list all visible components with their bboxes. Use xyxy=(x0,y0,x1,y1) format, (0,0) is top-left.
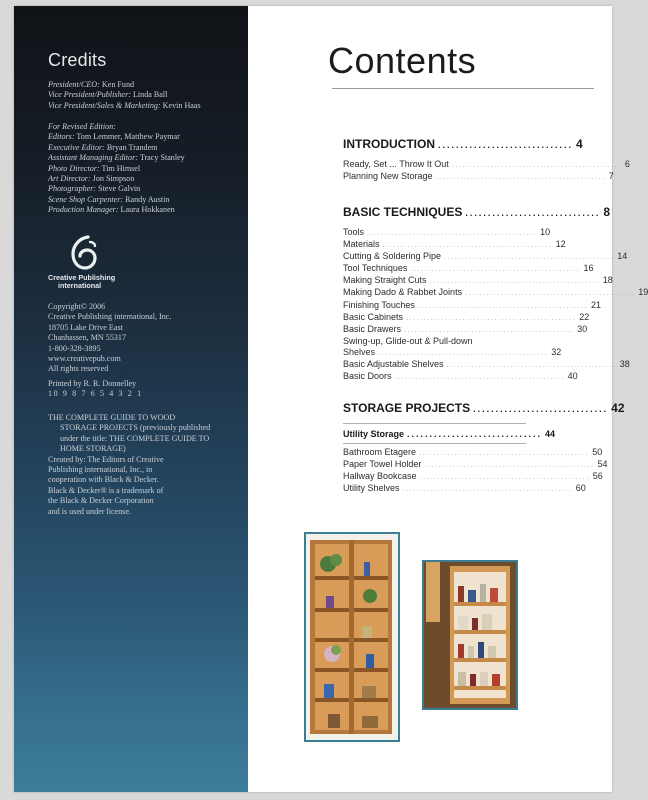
notice-block: THE COMPLETE GUIDE TO WOOD STORAGE PROJECTS (previously published under the title: THE COMPLETE GUIDE TO HOME STORAGE) Created by: The Editors of Creative Publishing international, Inc., in cooperation with Black & Decker. Black & Decker® is a trademark of the Black & Decker Corporation and is used under license. xyxy=(48,413,211,516)
toc-item[interactable]: Basic Cabinets ................................................ 22 xyxy=(343,311,590,322)
executive-row: Vice President/Publisher: Linda Ball xyxy=(48,90,168,100)
toc-item[interactable]: Hallway Bookcase ................................................ 56 xyxy=(343,471,603,482)
toc-section-introduction[interactable]: INTRODUCTION .............................. 4 xyxy=(343,137,583,151)
staff-row: Editors: Tom Lemmer, Matthew Paymar xyxy=(48,132,180,142)
leader-dots: .............................. xyxy=(473,404,609,414)
staff-row: Art Director: Jon Simpson xyxy=(48,174,135,184)
leader-dots: .............................. xyxy=(465,208,601,218)
publisher-logo-icon xyxy=(64,234,104,274)
toc-item[interactable]: Tool Techniques ................................................ 16 xyxy=(343,263,594,274)
cabinet-illustration xyxy=(424,562,516,708)
executive-row: President/CEO: Ken Fund xyxy=(48,80,135,89)
staff-row: Production Manager: Laura Hokkanen xyxy=(48,205,175,215)
copyright-block: Copyright© 2006 Creative Publishing international, Inc. 18705 Lake Drive East Chanhassen, MN 55317 1-800-328-3895 www.creativepub.com All rights reserved xyxy=(48,302,172,374)
toc-item-swing-up[interactable]: Swing-up, Glide-out & Pull-down xyxy=(343,335,473,346)
toc-item[interactable]: Bathroom Etagere ................................................ 50 xyxy=(343,447,603,457)
publisher-logo-text: Creative Publishing international xyxy=(48,273,116,290)
staff-list xyxy=(48,122,240,216)
bookcase-illustration xyxy=(306,534,398,740)
toc-item[interactable]: Basic Drawers ................................................ 30 xyxy=(343,323,588,334)
toc-item[interactable]: Making Straight Cuts ................................................ 18 xyxy=(343,275,613,286)
staff-row: Scene Shop Carpenter: Randy Austin xyxy=(48,194,170,204)
staff-row: Assistant Managing Editor: Tracy Stanley xyxy=(48,153,185,163)
cabinet-photo xyxy=(422,560,518,710)
toc-item[interactable]: Cutting & Soldering Pipe ................................................ 14 xyxy=(343,251,628,262)
section-divider xyxy=(343,423,526,424)
staff-row: Executive Editor: Bryan Trandem xyxy=(48,142,158,152)
bookcase-photo xyxy=(304,532,400,742)
section-divider xyxy=(343,443,526,444)
toc-item[interactable]: Finishing Touches ................................................ 21 xyxy=(343,299,602,310)
edition-label: For Revised Edition: xyxy=(48,122,116,131)
toc-section-basic-techniques[interactable]: BASIC TECHNIQUES .............................. 8 xyxy=(343,205,611,219)
leader-dots: .............................. xyxy=(438,140,574,150)
book-page xyxy=(14,6,648,792)
leader-dots: .............................. xyxy=(407,429,543,439)
toc-item[interactable]: Ready, Set ... Throw It Out ................................................ 6 xyxy=(343,159,630,169)
staff-row: Photo Director: Tim Himsel xyxy=(48,163,141,173)
printer-block: Printed by R. R. Donnelley 10 9 8 7 6 5 4 3 2 1 xyxy=(48,379,143,399)
toc-list-storage-projects xyxy=(343,447,608,495)
credits-title: Credits xyxy=(48,50,107,70)
staff-row: Photographer: Steve Galvin xyxy=(48,184,141,194)
title-rule xyxy=(332,88,594,89)
toc-item[interactable]: Basic Adjustable Shelves ................................................ 38 xyxy=(343,359,630,370)
executive-list xyxy=(48,80,240,111)
credits-panel xyxy=(14,6,248,792)
toc-item[interactable]: Basic Doors ................................................ 40 xyxy=(343,371,578,382)
contents-title: Contents xyxy=(328,40,477,81)
toc-list-introduction xyxy=(343,159,630,183)
toc-item[interactable]: Making Dado & Rabbet Joints ................................................ 19 xyxy=(343,287,648,298)
toc-section-storage-projects[interactable]: STORAGE PROJECTS .............................. 42 xyxy=(343,401,625,415)
toc-item-swing-up-cont[interactable]: Shelves ................................................ 32 xyxy=(343,346,562,357)
toc-item[interactable]: Utility Shelves ................................................ 60 xyxy=(343,483,586,494)
toc-item[interactable]: Planning New Storage ................................................ 7 xyxy=(343,171,614,182)
publisher-logo xyxy=(48,234,148,298)
executive-row: Vice President/Sales & Marketing: Kevin Haas xyxy=(48,100,201,110)
toc-list-basic-techniques xyxy=(343,227,648,383)
toc-item[interactable]: Paper Towel Holder ................................................ 54 xyxy=(343,459,608,470)
toc-item[interactable]: Materials ................................................ 12 xyxy=(343,239,566,250)
toc-item[interactable]: Tools ................................................ 10 xyxy=(343,227,551,237)
toc-subsection-utility-storage[interactable]: Utility Storage .............................. 44 xyxy=(343,429,556,439)
